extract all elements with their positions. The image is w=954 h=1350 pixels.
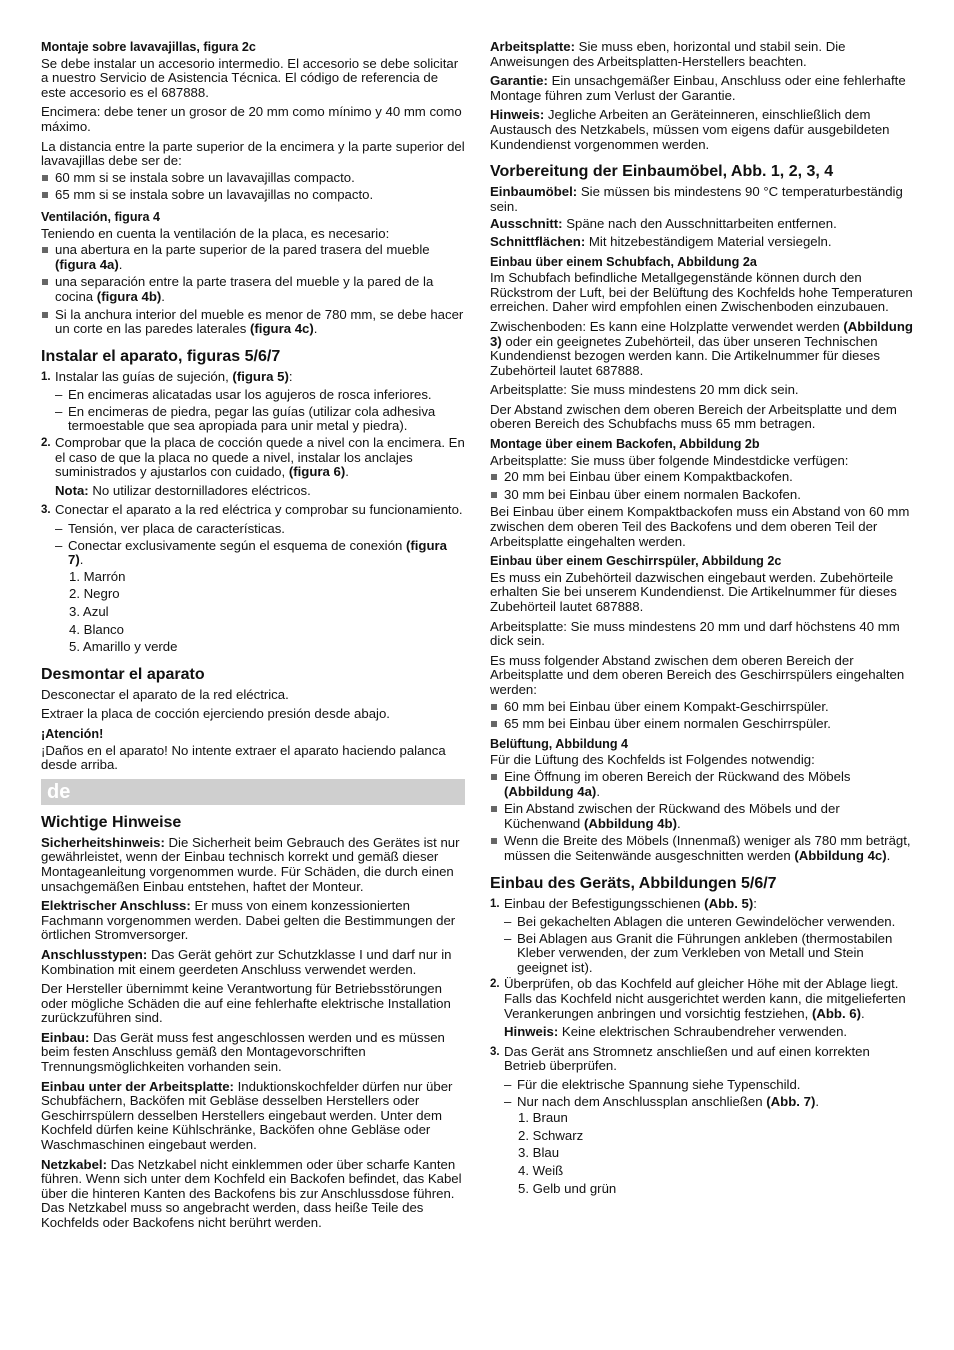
geschirrspueler-p2: Arbeitsplatte: Sie muss mindestens 20 mm und darf höchstens 40 mm dick sein. [490,618,900,649]
right-column [490,40,914,1199]
atencion-p: ¡Daños en el aparato! No intente extraer el aparato haciendo palanca desde arriba. [41,742,446,773]
language-tag: de [41,779,465,805]
belueftung-bullet-3: Wenn die Breite des Möbels (Innenmaß) weniger als 780 mm beträgt, müssen die Seitenwände ausgeschnitten werden (Abbildung 4c). [490,834,914,863]
geraet-step-3b: – Nur nach dem Anschlussplan anschließen (Abb. 7). [490,1095,914,1110]
schnittflaechen-p: Schnittflächen: Mit hitzebeständigem Material versiegeln. [490,233,832,249]
unter-arbeitsplatte-p: Einbau unter der Arbeitsplatte: Induktionskochfelder dürfen nur über Schubfächern, Backöfen mit Gebläse desselben Herstellers oder Geschirrspülern desselben Herstellers eingebaut werden. Unter dem Kochfeld dürfen keine Kühlschränke, Backöfen ohne Gebläse oder Waschmaschinen eingebaut werden. [41,1078,453,1153]
geraet-step-2: 2. Überprüfen, ob das Kochfeld auf gleicher Höhe mit der Ablage liegt. Falls das Kochfeld nicht ausgerichtet werden kann, die mitgelieferten Verankerungen anbringen und vorsichtig festziehen, (Abb. 6). [490,976,906,1021]
schubfach-p2: Zwischenboden: Es kann eine Holzplatte verwendet werden (Abbildung 3) oder ein geeignetes Zubehörteil, das über unseren Technischen Kundendienst bezogen werden kann. Die Artikelnummer für dieses Zubehörteil lautet 687888. [490,318,913,378]
instalar-step-1a: – En encimeras alicatadas usar los agujeros de rosca inferiores. [41,388,465,403]
schubfach-p3: Arbeitsplatte: Sie muss mindestens 20 mm dick sein. [490,382,799,398]
montaje-p2: Encimera: debe tener un grosor de 20 mm como mínimo y 40 mm como máximo. [41,104,462,134]
color-item: 2. Schwarz [518,1127,584,1143]
instalar-step-1b: – En encimeras de piedra, pegar las guías (utilizar cola adhesiva termoestable que sea apropiada para unir metal y piedra). [41,405,465,434]
hinweise-heading: Wichtige Hinweise [41,813,182,831]
einbaumoebel-p: Einbaumöbel: Sie müssen bis mindestens 90 °C temperaturbeständig sein. [490,184,903,214]
einbau-geraet-heading: Einbau des Geräts, Abbildungen 5/6/7 [490,874,777,892]
instalar-step-1: 1. Instalar las guías de sujeción, (figura 5): [41,368,293,384]
backofen-bullet-2: 30 mm bei Einbau über einem normalen Backofen. [490,488,914,503]
geraet-step-1b: – Bei Ablagen aus Granit die Führungen ankleben (thermostabilen Kleber verwenden, der zum Verkleben von Metall und Stein geeignet ist). [490,932,914,976]
belueftung-p1: Für die Lüftung des Kochfelds ist Folgendes notwendig: [490,752,815,768]
schubfach-title: Einbau über einem Schubfach, Abbildung 2a [490,254,757,269]
sicherheit-p: Sicherheitshinweis: Die Sicherheit beim Gebrauch des Gerätes ist nur gewährleistet, wenn der Einbau technisch korrekt und gemäß dieser Montageanleitung vorgenommen wurde. Für Schäden, die durch einen unsachgemäßen Einbau entstehen, haftet der Monteur. [41,834,460,894]
ventilacion-p1: Teniendo en cuenta la ventilación de la placa, es necesario: [41,225,390,241]
color-item: 4. Weiß [518,1163,564,1178]
geraet-step-1: 1. Einbau der Befestigungsschienen (Abb. 5): [490,895,757,911]
montaje-title: Montaje sobre lavavajillas, figura 2c [41,40,256,54]
geschirrspueler-title: Einbau über einem Geschirrspüler, Abbildung 2c [490,554,782,569]
ventilacion-bullet-1: una abertura en la parte superior de la pared trasera del mueble (figura 4a). [41,243,465,272]
backofen-bullet-1: 20 mm bei Einbau über einem Kompaktbackofen. [490,470,914,485]
color-item: 1. Marrón [69,568,126,584]
geschirrspueler-p1: Es muss ein Zubehörteil dazwischen eingebaut werden. Zubehörteile erhalten Sie bei unserem Kundendienst. Die Artikelnummer für dieses Zubehörteil lautet 687888. [490,569,897,614]
color-item: 4. Blanco [69,621,124,637]
ventilacion-bullet-2: una separación entre la parte trasera del mueble y la pared de la cocina (figura 4b). [41,275,465,304]
desmontar-p2: Extraer la placa de cocción ejerciendo presión desde abajo. [41,706,390,722]
color-item: 2. Negro [69,586,120,602]
geschirrspueler-p3: Es muss folgender Abstand zwischen dem oberen Bereich der Arbeitsplatte und dem oberen Bereich des Geschirrspülers eingehalten werden: [490,652,905,697]
ventilacion-title: Ventilación, figura 4 [41,209,160,224]
belueftung-title: Belüftung, Abbildung 4 [490,736,629,751]
anschlusstypen-p: Anschlusstypen: Das Gerät gehört zur Schutzklasse I und darf nur in Kombination mit einem geerdeten Anschluss verwendet werden. [41,946,452,977]
netzkabel-p: Netzkabel: Das Netzkabel nicht einklemmen oder über scharfe Kanten führen. Wenn sich unter dem Kochfeld ein Backofen befindet, das Kabel über die hinteren Kanten des Backofens bis zur Anschlussdose führen. Das Netzkabel muss so angebracht werden, dass heiße Teile des Kochfelds oder Backofens nicht berührt werden. [41,1156,462,1230]
atencion-title: ¡Atención! [41,726,104,741]
color-item: 5. Gelb und grün [518,1180,617,1196]
desmontar-heading: Desmontar el aparato [41,665,205,683]
geraet-step-1a: – Bei gekachelten Ablagen die unteren Gewindelöcher verwenden. [490,915,914,930]
montaje-p3: La distancia entre la parte superior de la encimera y la parte superior del lavavajillas debe ser de: [41,138,465,169]
montaje-p1: Se debe instalar un accesorio intermedio. El accesorio se debe solicitar a nuestro Servicio de Asistencia Técnica. El código de referencia de este accesorio es el 687888. [41,55,459,100]
hersteller-p: Der Hersteller übernimmt keine Verantwortung für Betriebsstörungen oder mögliche Schäden die auf eine fehlerhafte elektrische Installation zurückzuführen sind. [41,981,451,1026]
montaje-bullet-1: 60 mm si se instala sobre un lavavajillas compacto. [41,171,465,186]
color-item: 3. Azul [69,604,109,619]
ausschnitt-p: Ausschnitt: Späne nach den Ausschnittarbeiten entfernen. [490,216,837,232]
instalar-heading: Instalar el aparato, figuras 5/6/7 [41,347,281,365]
left-column [41,40,465,1236]
vorbereitung-heading: Vorbereitung der Einbaumöbel, Abb. 1, 2, 3, 4 [490,163,834,181]
color-item: 3. Blau [518,1145,560,1161]
instalar-step-3b: – Conectar exclusivamente según el esquema de conexión (figura 7). [41,539,465,568]
ventilacion-bullet-3: Si la anchura interior del mueble es menor de 780 mm, se debe hacer un corte en las paredes laterales (figura 4c). [41,308,465,337]
instalar-step-3a: – Tensión, ver placa de características. [41,522,465,537]
backofen-p2: Bei Einbau über einem Kompaktbackofen muss ein Abstand von 60 mm zwischen dem oberen Teil des Backofens und dem oberen Teil der Arbeitsplatte eingehalten werden. [490,504,910,549]
backofen-title: Montage über einem Backofen, Abbildung 2b [490,437,760,452]
belueftung-bullet-1: Eine Öffnung im oberen Bereich der Rückwand des Möbels (Abbildung 4a). [490,770,914,799]
color-item: 1. Braun [518,1110,568,1126]
geschirrspueler-bullet-1: 60 mm bei Einbau über einem Kompakt-Geschirrspüler. [490,700,914,715]
schubfach-p4: Der Abstand zwischen dem oberen Bereich der Arbeitsplatte und dem oberen Bereich des Schubfachs muss 65 mm betragen. [490,401,897,432]
color-item: 5. Amarillo y verde [69,639,178,655]
geschirrspueler-bullet-2: 65 mm bei Einbau über einem normalen Geschirrspüler. [490,717,914,732]
montaje-bullet-2: 65 mm si se instala sobre un lavavajillas no compacto. [41,188,465,203]
geraet-step-3: 3. Das Gerät ans Stromnetz anschließen und auf einen korrekten Betrieb überprüfen. [490,1043,870,1074]
elektrisch-p: Elektrischer Anschluss: Er muss von einem konzessionierten Fachmann vorgenommen werden. Dabei gelten die Bestimmungen der örtlichen Stromversorger. [41,898,456,943]
backofen-p1: Arbeitsplatte: Sie muss über folgende Mindestdicke verfügen: [490,452,849,468]
belueftung-bullet-2: Ein Abstand zwischen der Rückwand des Möbels und der Küchenwand (Abbildung 4b). [490,802,914,831]
instalar-note: Nota: No utilizar destornilladores eléctricos. [55,482,311,498]
arbeitsplatte-p: Arbeitsplatte: Sie muss eben, horizontal und stabil sein. Die Anweisungen des Arbeitsplatten-Herstellers beachten. [490,39,846,69]
geraet-note: Hinweis: Keine elektrischen Schraubendreher verwenden. [504,1024,848,1040]
einbau-p: Einbau: Das Gerät muss fest angeschlossen werden und es müssen beim festen Anschluss gemäß den Montagevorschriften Trennungsmöglichkeiten vorhanden sein. [41,1029,445,1075]
hinweis-p: Hinweis: Jegliche Arbeiten an Geräteinneren, einschließlich dem Austausch des Netzkabels, müssen vom eigens dafür ausgebildeten Kundendienst vorgenommen werden. [490,107,890,152]
instalar-step-3: 3. Conectar el aparato a la red eléctrica y comprobar su funcionamiento. [41,502,463,518]
geraet-step-3a: – Für die elektrische Spannung siehe Typenschild. [490,1078,914,1093]
desmontar-p1: Desconectar el aparato de la red eléctrica. [41,686,289,702]
instalar-step-2: 2. Comprobar que la placa de cocción quede a nivel con la encimera. En el caso de que la placa no quede a nivel, instalar los anclajes suministrados y ajustarlos con cuidado, (figura 6). [41,435,465,480]
schubfach-p1: Im Schubfach befindliche Metallgegenstände können durch den Rückstrom der Luft, bei der Belüftung des Kochfelds hohe Temperaturen erreichen. Daher wird empfohlen einen Zwischenboden einzubauen. [490,270,913,315]
garantie-p: Garantie: Ein unsachgemäßer Einbau, Anschluss oder eine fehlerhafte Montage führen zum Verlust der Garantie. [490,73,906,103]
